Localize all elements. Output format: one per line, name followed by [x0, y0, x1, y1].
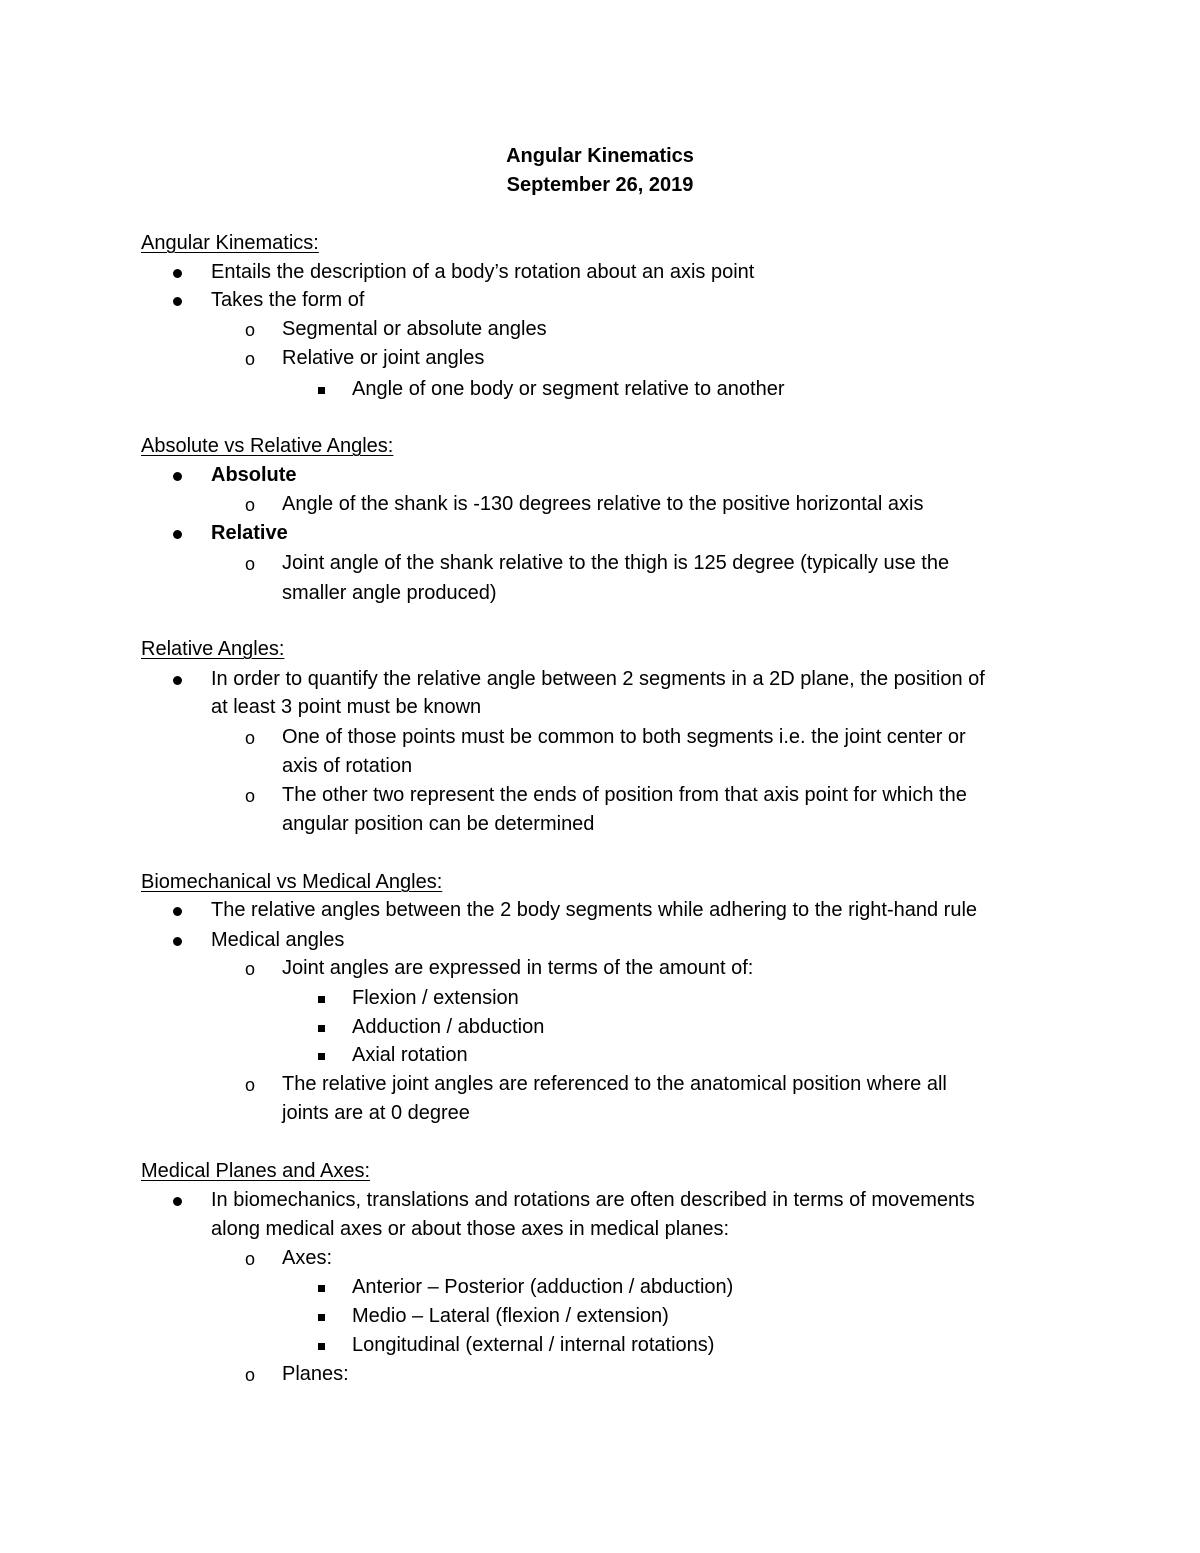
- sub-bullet-item: The other two represent the ends of position from that axis point for which the: [282, 784, 967, 806]
- sub-bullet-continuation: smaller angle produced): [282, 582, 497, 604]
- sub-sub-bullet-item: Flexion / extension: [352, 987, 519, 1009]
- bullet-item: Absolute: [211, 464, 297, 486]
- sub-bullet-item: Joint angles are expressed in terms of the amount of:: [282, 957, 754, 979]
- document-date: September 26, 2019: [506, 174, 694, 196]
- sub-sub-bullet-item: Angle of one body or segment relative to another: [352, 378, 785, 400]
- section-heading-biomech-vs-medical: Biomechanical vs Medical Angles:: [141, 871, 443, 893]
- bullet-item: Medical angles: [211, 929, 345, 951]
- sub-bullet-item: Joint angle of the shank relative to the thigh is 125 degree (typically use the: [282, 552, 950, 574]
- sub-bullet-continuation: joints are at 0 degree: [282, 1102, 470, 1124]
- sub-bullet-item: Relative or joint angles: [282, 347, 485, 369]
- section-heading-absolute-vs-relative: Absolute vs Relative Angles:: [141, 435, 394, 457]
- sub-sub-bullet-item: Anterior – Posterior (adduction / abduction): [352, 1276, 734, 1298]
- bullet-continuation: at least 3 point must be known: [211, 696, 482, 718]
- bullet-item: Relative: [211, 522, 288, 544]
- bullet-item: Takes the form of: [211, 289, 365, 311]
- sub-bullet-item: Axes:: [282, 1247, 333, 1269]
- sub-bullet-item: The relative joint angles are referenced to the anatomical position where all: [282, 1073, 947, 1095]
- bullet-continuation: along medical axes or about those axes in medical planes:: [211, 1218, 730, 1240]
- sub-sub-bullet-item: Longitudinal (external / internal rotations): [352, 1334, 715, 1356]
- sub-bullet-item: Segmental or absolute angles: [282, 318, 547, 340]
- sub-sub-bullet-item: Axial rotation: [352, 1044, 468, 1066]
- sub-bullet-item: Planes:: [282, 1363, 349, 1385]
- sub-bullet-continuation: angular position can be determined: [282, 813, 595, 835]
- sub-bullet-item: Angle of the shank is -130 degrees relative to the positive horizontal axis: [282, 493, 924, 515]
- sub-bullet-item: One of those points must be common to both segments i.e. the joint center or: [282, 726, 966, 748]
- section-heading-angular-kinematics: Angular Kinematics:: [141, 232, 319, 254]
- section-heading-medical-planes: Medical Planes and Axes:: [141, 1160, 371, 1182]
- bullet-item: In order to quantify the relative angle between 2 segments in a 2D plane, the position of: [211, 668, 985, 690]
- section-heading-relative-angles: Relative Angles:: [141, 638, 285, 660]
- sub-sub-bullet-item: Adduction / abduction: [352, 1016, 545, 1038]
- sub-sub-bullet-item: Medio – Lateral (flexion / extension): [352, 1305, 669, 1327]
- sub-bullet-continuation: axis of rotation: [282, 755, 413, 777]
- bullet-item: The relative angles between the 2 body segments while adhering to the right-hand rule: [211, 899, 978, 921]
- bullet-item: Entails the description of a body’s rotation about an axis point: [211, 261, 755, 283]
- document-title: Angular Kinematics: [506, 145, 694, 167]
- bullet-item: In biomechanics, translations and rotations are often described in terms of movements: [211, 1189, 975, 1211]
